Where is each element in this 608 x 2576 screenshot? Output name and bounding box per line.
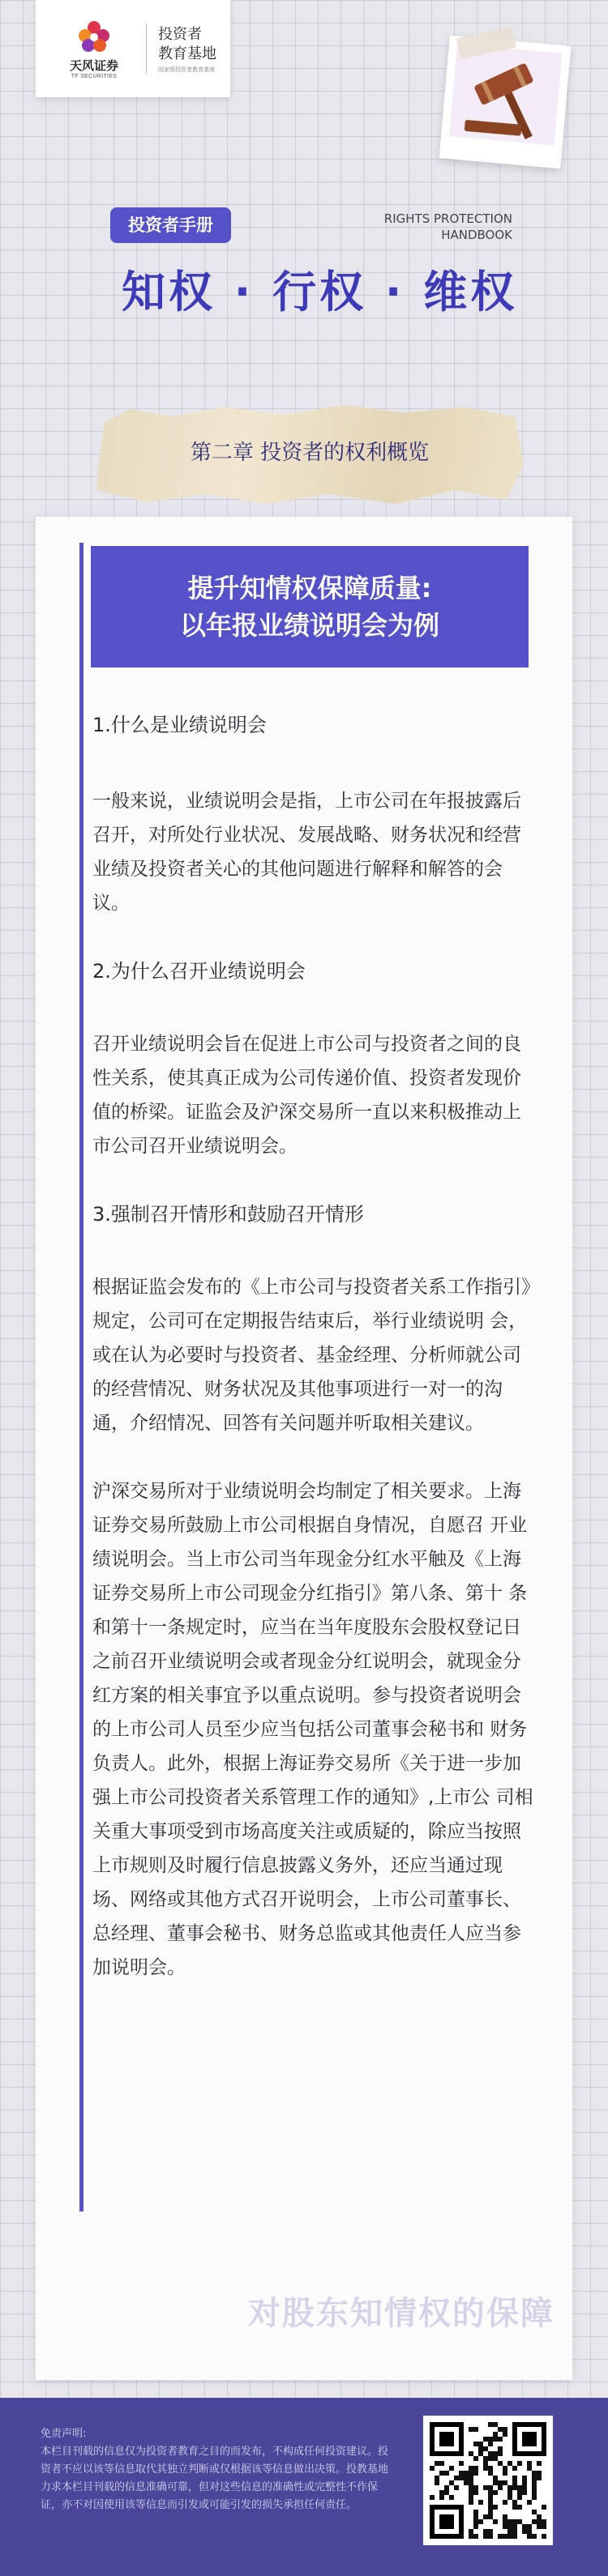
article-title [91, 546, 529, 667]
disclaimer-title: 免责声明: [41, 2428, 87, 2440]
brand-sub: TF SECURITIES [71, 74, 118, 79]
rights-en-line1: RIGHTS PROTECTION [383, 211, 512, 226]
card-accent-line [79, 543, 83, 2211]
footer [0, 2398, 608, 2576]
section-heading: 1.什么是业绩说明会 [92, 714, 267, 736]
rights-en-line2: HANDBOOK [441, 228, 512, 242]
handbook-badge: 投资者手册 [110, 207, 231, 243]
section-paragraph: 召开业绩说明会旨在促进上市公司与投资者之间的良性关系，使其真正成为公司传递价值、投资者发现价值的桥梁。证监会及沪深交易所一直以来积极推动上市公司召开业绩说明会。 [92, 1034, 521, 1157]
chapter-title: 第二章 投资者的权利概览 [190, 441, 430, 465]
qr-code-graphic [430, 2422, 546, 2539]
article-title-line2: 以年报业绩说明会为例 [179, 610, 439, 641]
investor-base-line1: 投资者 [158, 25, 202, 42]
brand-flower-icon [75, 18, 113, 55]
brand-name: 天风证券 [69, 59, 118, 73]
watermark-text: 对股东知情权的保障 [248, 2295, 554, 2332]
investor-base-line2: 教育基地 [158, 45, 216, 62]
logo-divider [146, 23, 147, 74]
investor-base-tiny: 国家级投资者教育基地 [158, 66, 215, 73]
section-paragraph: 一般来说，业绩说明会是指，上市公司在年报披露后召开，对所处行业状况、发展战略、财务状况和经营业绩及投资者关心的其他问题进行解释和解答的会议。 [92, 791, 521, 914]
section-heading: 2.为什么召开业绩说明会 [92, 960, 306, 983]
article-title-line1: 提升知情权保障质量: [187, 573, 432, 603]
article-card [36, 517, 572, 2380]
disclaimer-body: 本栏目刊载的信息仅为投资者教育之目的而发布，不构成任何投资建议。投资者不应以该等信息取代其独立判断或仅根据该等信息做出决策。投教基地力求本栏目刊载的信息准确可靠，但对这些信息的准确性或完整性不作保证，亦不对因使用该等信息而引发或可能引发的损失承担任何责任。 [41, 2446, 389, 2511]
qr-code-icon[interactable] [423, 2416, 553, 2545]
brand-logo-card [36, 0, 230, 97]
page-title: 知权 · 行权 · 维权 [122, 267, 518, 318]
brand-logo [54, 18, 135, 79]
disclaimer [41, 2425, 397, 2514]
gavel-photo [439, 36, 572, 168]
section-heading: 3.强制召开情形和鼓励召开情形 [92, 1203, 364, 1226]
section-paragraph: 沪深交易所对于业绩说明会均制定了相关要求。上海证券交易所鼓励上市公司根据自身情况，自愿召 开业绩说明会。当上市公司当年现金分红水平触及《上海证券交易所上市公司现金分红指引》第八条、第十 条和第十一条规定时，应当在当年度股东会股权登记日之前召开业绩说明会或者现金分红说明会，就现金分红方案的相关事宜予以重点说明。参与投资者说明会的上市公司人员至少应当包括公司董事会秘书和 财务负责人。此外，根据上海证券交易所《关于进一步加强上市公司投资者关系管理工作的通知》,上市公 司相关重大事项受到市场高度关注或质疑的，除应当按照上市规则及时履行信息披露义务外，还应当通过现场、网络或其他方式召开说明会，上市公司董事长、总经理、董事会秘书、财务总监或其他责任人应当参加说明会。 [92, 1481, 533, 1978]
gavel-photo-inner [449, 45, 562, 146]
investor-base-label [158, 24, 216, 74]
article-body [92, 708, 533, 2019]
rights-handbook-en [318, 211, 512, 243]
section-paragraph: 根据证监会发布的《上市公司与投资者关系工作指引》规定，公司可在定期报告结束后，举行业绩说明 会，或在认为必要时与投资者、基金经理、分析师就公司的经营情况、财务状况及其他事项进行一对一的沟通，介绍情况、回答有关问题并听取相关建议。 [92, 1277, 531, 1434]
gavel-icon [449, 45, 562, 146]
